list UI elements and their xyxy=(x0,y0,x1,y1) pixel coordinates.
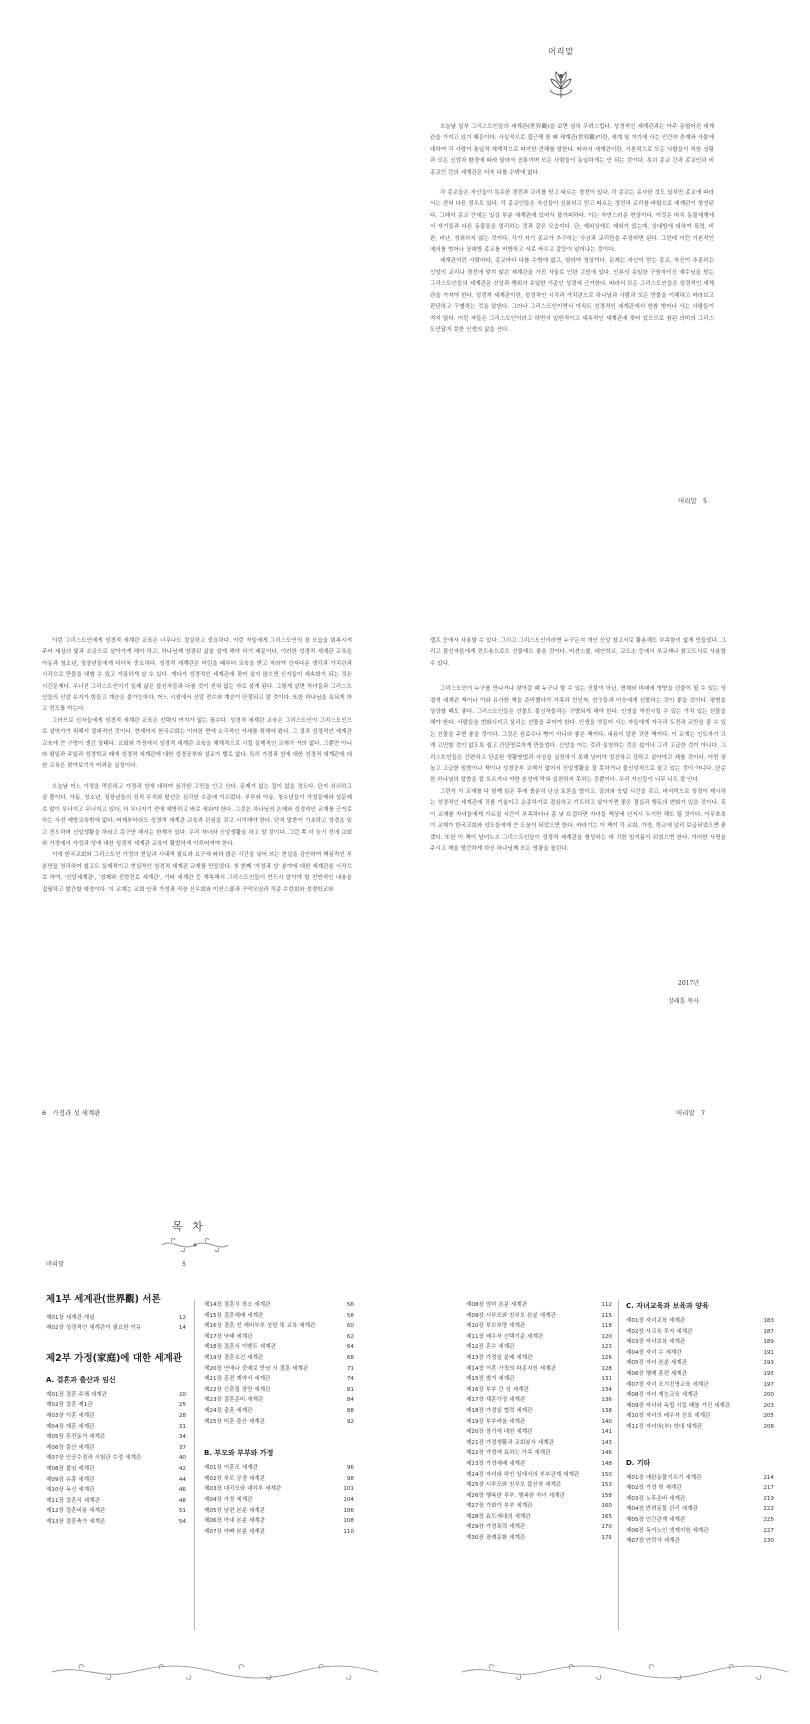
toc-entry-page: 62 xyxy=(346,1333,354,1340)
page-folio xyxy=(42,1108,100,1117)
toc-entry[interactable] xyxy=(466,1321,612,1332)
toc-entry-label: 제13장 결혼축가 세계관 xyxy=(46,1518,106,1525)
toc-entry-page: 34 xyxy=(178,1434,186,1441)
toc-entry[interactable] xyxy=(626,1422,774,1433)
toc-entry[interactable] xyxy=(204,1374,354,1385)
toc-entry-label: 제04장 자녀 수 세계관 xyxy=(626,1349,682,1356)
toc-entry[interactable] xyxy=(466,1501,612,1512)
toc-entry[interactable] xyxy=(46,1400,186,1411)
page-6-body xyxy=(42,636,352,896)
toc-entry-label: 제01장 자녀교육 세계관 xyxy=(626,1318,686,1324)
toc-entry-page: 138 xyxy=(601,1407,612,1414)
toc-column-1 xyxy=(46,1260,186,1528)
toc-entry-label: 제17장 낙태 세계관 xyxy=(204,1333,253,1340)
toc-entry[interactable] xyxy=(204,1506,354,1517)
toc-entry-page: 48 xyxy=(178,1497,186,1504)
toc-entry-label: 제02장 부모 공경 세계관 xyxy=(204,1475,266,1482)
toc-entry-page: 153 xyxy=(601,1482,612,1489)
toc-entry[interactable] xyxy=(46,1453,186,1464)
toc-entry[interactable] xyxy=(204,1484,354,1495)
toc-entry-label: 제02장 결혼 제1관 xyxy=(46,1402,93,1409)
toc-entry-page: 219 xyxy=(763,1495,774,1502)
toc-entry[interactable] xyxy=(46,1323,186,1334)
toc-entry-page: 88 xyxy=(346,1407,354,1414)
vine-border-left-icon xyxy=(50,1662,380,1682)
toc-entry-page: 203 xyxy=(763,1402,774,1409)
toc-entry[interactable] xyxy=(466,1300,612,1311)
toc-entry-page: 51 xyxy=(178,1508,186,1515)
toc-entry-label: 제12장 혼수 세계관 xyxy=(466,1344,515,1351)
toc-entry-label: 제27장 가화가 부부 세계관 xyxy=(466,1503,533,1510)
toc-entry-page: 101 xyxy=(343,1486,354,1493)
body-paragraph: 캠프 등에서 사용할 수 있다. 그리고 그리스도인이라면 누구든지 개인 신앙 참고서로 활용해도 부족함이 없게 만들었다. 그리고 불신자들에게 전도용으로도 선물해도 좋을 것이다. 미션스쿨, 대안학교, 교도소 등에서 부교재나 참고도서로 사용할 수 있다. xyxy=(430,638,726,667)
toc-entry[interactable] xyxy=(466,1332,612,1343)
toc-secD-list xyxy=(626,1473,774,1547)
body-paragraph: 이에 한국교회와 그리스도인 가정의 현실과 시대적 필요와 요구에 따라 많은 시간을 넣어 쓰는 현실을 감안하여 핵심적인 부분만을 정리하여 쉽고도 실제적이고 현실적인 성경적 세계관 교재를 만들었다. 첫 번째 '가정과 성' 분야에 대한 세계관을 시작으로 하여, '신앙세계관', '경제와 진학진로 세계관', 기타 세계관 등 계속해서 그리스도인들이 반드시 알아야 할 전반적인 내용을 집필하고 발간할 예정이다. 이 교재는 교회 안과 가정과 직장 신우회와 미션스쿨과 구역모임과 각종 수련회와 성경학교와 xyxy=(42,852,352,893)
toc-entry-page: 160 xyxy=(601,1503,612,1510)
toc-entry-page: 205 xyxy=(763,1413,774,1420)
toc-entry[interactable] xyxy=(204,1321,354,1332)
toc-entry-page: 64 xyxy=(346,1344,354,1351)
toc-entry[interactable] xyxy=(626,1483,774,1494)
toc-column-4 xyxy=(626,1300,774,1547)
toc-entry[interactable] xyxy=(466,1512,612,1523)
toc-entry-label: 제03장 이혼 세계관 xyxy=(46,1412,95,1419)
toc-entry-label: 제19장 결혼조건 세계관 xyxy=(204,1354,264,1361)
toc-entry-label: 제08장 자녀 재능교육 세계관 xyxy=(626,1392,698,1399)
toc-entry-label: 제01장 이혼모 세계관 xyxy=(204,1465,258,1472)
folio-label: 머리말 xyxy=(676,1109,695,1117)
toc-entry[interactable] xyxy=(466,1311,612,1322)
toc-entry[interactable] xyxy=(466,1459,612,1470)
toc-entry-page: 175 xyxy=(601,1535,612,1542)
toc-entry-label: 제07장 아빠 본분 세계관 xyxy=(204,1528,266,1535)
toc-entry-page: 136 xyxy=(601,1397,612,1404)
toc-secA-continued-list xyxy=(204,1300,354,1427)
toc-entry-page: 170 xyxy=(601,1524,612,1531)
toc-entry[interactable] xyxy=(46,1313,186,1324)
toc-section-heading: A. 결혼과 출산과 임신 xyxy=(46,1375,116,1384)
toc-entry[interactable] xyxy=(204,1364,354,1375)
toc-entry[interactable] xyxy=(46,1517,186,1528)
toc-entry-label: 제10장 자녀의 배우자 선호 세계관 xyxy=(626,1413,711,1420)
toc-column-2 xyxy=(204,1300,354,1537)
toc-entry-label: 제01장 애완동물기르기 세계관 xyxy=(626,1474,702,1481)
toc-entry-label: 제06장 행례 훈련 세계관 xyxy=(626,1370,688,1377)
toc-secC-list xyxy=(626,1316,774,1433)
toc-entry-label: 제04장 재혼 세계관 xyxy=(46,1423,95,1430)
toc-entry[interactable] xyxy=(46,1432,186,1443)
toc-entry[interactable] xyxy=(46,1260,186,1271)
toc-entry[interactable] xyxy=(46,1443,186,1454)
toc-entry-label: 제25장 미혼 출산 세계관 xyxy=(204,1418,266,1425)
toc-entry-page: 120 xyxy=(601,1333,612,1340)
toc-entry-label: 제06장 출산 세계관 xyxy=(46,1444,95,1451)
toc-entry[interactable] xyxy=(204,1395,354,1406)
toc-entry-page: 112 xyxy=(601,1302,612,1308)
body-paragraph: 그런즉 이 교재를 다 함께 읽은 후에 충분히 난상 토론을 벌이고, 질의와 응답 시간을 갖고, 마지막으로 성경이 제시하는 성경적인 세계관에 귀를 기울이고 순종하기로 결심하고 기도하고 살아가면 좋은 결실과 행동의 변화가 있을 것이다. 혹 이 교재를 자녀들에게 가르칠 시간이 부족하다나 좀 낮 뜨겁다면 자녀들 책상에 넌지시 두기만 해도 될 것이다. 아무쪼록 이 교재가 한국교회와 성도들에게 큰 도움이 되었으면 한다. 바라기는 이 책이 각 교회, 가정, 학교에 널리 보급되었으면 좋겠다. 또한 이 책이 남녀노소 그리스도인들이 성경적 세계관을 형성하는 데 귀한 밑거름이 되었으면 한다. 이러한 사명을 주시고 책을 발간하게 하신 하나님께 모든 영광을 돌린다. xyxy=(430,788,726,852)
toc-entry-label: 머리말 xyxy=(46,1261,64,1268)
toc-entry-label: 제11장 결혼식 세계관 xyxy=(46,1497,100,1504)
toc-part-heading: 제2부 가정(家庭)에 대한 세계관 xyxy=(46,1352,182,1364)
toc-entry-label: 제23장 가정예배 세계관 xyxy=(466,1460,526,1467)
toc-entry-label: 제05장 남편 본분 세계관 xyxy=(204,1507,266,1514)
toc-entry-label: 제07장 인공수정과 시험관 수정 세계관 xyxy=(46,1455,142,1462)
toc-entry[interactable] xyxy=(626,1401,774,1412)
toc-entry-label: 제03장 노후준비 세계관 xyxy=(626,1495,686,1502)
toc-entry-page: 131 xyxy=(601,1376,612,1383)
signature-year: 2017년 xyxy=(678,980,700,987)
toc-entry-label: 제09장 유흥 세계관 xyxy=(46,1476,95,1483)
toc-entry[interactable] xyxy=(626,1369,774,1380)
toc-entry-label: 제24장 출혼 세계관 xyxy=(204,1407,253,1414)
toc-entry-label: 제02장 가정 빚 세계관 xyxy=(626,1485,682,1492)
toc-entry-label: 제11장 배우자 선택기준 세계관 xyxy=(466,1333,544,1340)
toc-entry-page: 5 xyxy=(182,1261,186,1268)
toc-entry[interactable] xyxy=(466,1480,612,1491)
signature-author: 장래훈 목사 xyxy=(668,998,699,1005)
toc-entry-page: 214 xyxy=(763,1474,774,1481)
page-7 xyxy=(420,620,810,1180)
toc-entry-page: 148 xyxy=(601,1460,612,1467)
toc-entry[interactable] xyxy=(626,1515,774,1526)
toc-entry-page: 118 xyxy=(601,1323,612,1330)
toc-entry[interactable] xyxy=(46,1485,186,1496)
toc-entry-page: 68 xyxy=(346,1354,354,1361)
toc-entry-label: 제10장 독신 세계관 xyxy=(46,1487,95,1494)
toc-entry[interactable] xyxy=(626,1526,774,1537)
toc-entry-page: 225 xyxy=(763,1516,774,1523)
toc-entry-page: 189 xyxy=(763,1339,774,1346)
toc-entry[interactable] xyxy=(626,1348,774,1359)
toc-entry-page: 37 xyxy=(178,1444,186,1451)
toc-entry-page: 222 xyxy=(763,1506,774,1513)
toc-entry-page: 104 xyxy=(343,1496,354,1503)
toc-entry-page: 146 xyxy=(601,1450,612,1457)
toc-entry[interactable] xyxy=(466,1448,612,1459)
toc-entry-page: 81 xyxy=(346,1386,354,1393)
toc-entry-label: 제20장 장기에 대한 세계관 xyxy=(466,1429,533,1436)
column-divider xyxy=(618,1300,619,1630)
toc-entry-page: 25 xyxy=(178,1402,186,1409)
toc-entry[interactable] xyxy=(46,1464,186,1475)
toc-entry[interactable] xyxy=(466,1342,612,1353)
toc-entry-page: 195 xyxy=(763,1370,774,1377)
toc-entry-page: 197 xyxy=(763,1381,774,1388)
toc-entry[interactable] xyxy=(466,1406,612,1417)
toc-entry[interactable] xyxy=(626,1504,774,1515)
toc-spread xyxy=(0,1200,810,1724)
toc-entry-page: 60 xyxy=(346,1323,354,1330)
toc-entry-page: 193 xyxy=(763,1360,774,1367)
toc-entry-label: 제18장 가정일 협력 세계관 xyxy=(466,1407,533,1414)
toc-entry-label: 제14장 이혼 가정의 파종지원 세계관 xyxy=(466,1365,556,1372)
toc-entry-page: 158 xyxy=(601,1492,612,1499)
toc-entry[interactable] xyxy=(626,1536,774,1547)
toc-entry[interactable] xyxy=(46,1475,186,1486)
toc-entry-page: 46 xyxy=(178,1487,186,1494)
toc-section-heading: C. 자녀교육과 보육과 양육 xyxy=(626,1302,709,1310)
toc-entry-label: 제14장 결혼식 장소 세계관 xyxy=(204,1302,271,1308)
toc-secB-continued-list xyxy=(466,1300,612,1544)
toc-part1-list xyxy=(46,1313,186,1334)
toc-entry[interactable] xyxy=(204,1311,354,1322)
toc-secB-list xyxy=(204,1463,354,1537)
toc-entry-label: 제16장 부부 간 성 세계관 xyxy=(466,1386,529,1393)
toc-entry[interactable] xyxy=(466,1374,612,1385)
toc-entry-label: 제02장 성경적인 세계관이 필요한 이유 xyxy=(46,1325,142,1332)
body-paragraph: 오늘날 어느 가정을 막론하고 가정과 성에 대하여 심각한 고민을 안고 산다. 문제가 없는 집이 없을 정도다. 단지 쉬쉬하고 살 뿐이다. 아동, 청소년, 청장년들의 성적 무지와 탈선은 심각한 수준에 이르렀다. 부부와 아동, 청소년들이 가정문제와 성문제로 많이 무너지고 무너지고 있다. 더 무너지기 전에 예방하고 바로 세워야 한다. 그것은 하나님의 은혜와 성경적인 교재를 근거로 하는 사전 예방교육밖에 없다. 어제부터라도 성경적 세계관 교육과 관심을 갖고 시작해야 한다. 단지 말씀이 기초하고 성경을 읽고 전도하며 신앙생활을 하라고 촉구만 해서는 한계가 있다. 우리 자녀와 신앙생활을 하고 말 것이다. 그런 쪽 더 늦기 전에 교회와 가정에서 가정과 성에 대한 성경적 세계관 교육이 활발하게 이루어져야 한다. xyxy=(42,783,352,847)
toc-entry-label: 제15장 별거 세계관 xyxy=(466,1376,515,1383)
body-paragraph: 그러므로 신자들에게 성경적 세계관 교육은 선택의 여지가 없는 필수다. 성경적 세계관 교육은 그리스도인이 그리스도인으로 살아가기 위해서 절대적인 것이다. 현재까지 한국교회는 이러한 면에 소극적인 자세를 취해야 왔다. 그 결과 성경적인 세계관 교육에 큰 구멍이 생긴 상태다. 교회와 가정에서 성경적 세계관 교육을 체계적으로 시킬 실제적인 교재가 거의 없다. 그뿐만 아니라 평일과 주일과 성경학교 때에 성경적 세계관에 대한 성경공부와 설교가 별로 없다. 특히 가정과 성에 대한 성경적 세계관에 대한 교육은 찾아보기가 어려운 실정이다. xyxy=(42,717,352,770)
preface-body xyxy=(430,122,714,336)
page-7-body xyxy=(430,636,726,855)
folio-number: 6 xyxy=(42,1109,47,1117)
toc-entry[interactable] xyxy=(626,1411,774,1422)
toc-entry-page: 217 xyxy=(763,1485,774,1492)
toc-entry-page: 40 xyxy=(178,1455,186,1462)
toc-entry-label: 제13장 가정일 분배 세계관 xyxy=(466,1354,533,1361)
toc-entry-label: 제09장 자녀와 독립 시킬 때를 가진 세계관 xyxy=(626,1402,731,1409)
toc-entry[interactable] xyxy=(204,1474,354,1485)
toc-entry-page: 106 xyxy=(343,1507,354,1514)
toc-entry[interactable] xyxy=(204,1495,354,1506)
toc-entry-page: 123 xyxy=(601,1344,612,1351)
toc-entry[interactable] xyxy=(626,1337,774,1348)
toc-entry-page: 98 xyxy=(346,1475,354,1482)
body-paragraph: 그리스도인이 누구를 만나거나 찾아갈 때 누구나 할 수 있는 선물이 아닌, 현재와 미래에 영향을 선물이 될 수 있는 성경적 세계관 책이나 이와 유사한 책을 준비했다가 가족과 친인척, 친구들과 이웃에게 선물하는 것이 좋을 것이다. 평범을 상상할 때도 좋다. 그리스도인들은 선물도 불신자들과는 구별되게 해야 한다. 인생을 역전시킬 수 있는 가치 있는 선물을 해야 한다. 사람들을 변화시키고 살리는 선물을 주어야 한다. 인생을 엿들어 사는 자들에게 자극과 도전과 교만을 줄 수 있는 선물을 주면 좋을 것이다. 그것은 음료수나 빵이 아니라 좋은 책이다. 내용이 알찬 귀한 책이다. 이 교재는 인도자가 크게 고민할 것이 없도록 쉽고 간단명료하게 만들었다. 신앙을 아는 것과 실천하는 것은 쉽거나 그리 고급한 것이 아니다. 그리스도인들은 간편하고 단순한 생활방법과 사상을 실천하기 못해 넘어야 정진하고 강하고 살아야고 제를 것이다. 이번 장 높고 고급한 말씀이나 책이나 성경공부 교재가 없어서 신앙생활을 잘 못하거나 불신앙적으로 살고 있는 것이 아니다. 단순한 하나님의 말씀을 잘 모르거나 약한 본성에 막혀 실천하지 못하는 것뿐이다. 우리 자신들이 너무 나도 잘 안다. xyxy=(430,686,726,784)
toc-entry-label: 제07장 자녀 조기진영교육 세계관 xyxy=(626,1381,709,1388)
toc-entry[interactable] xyxy=(626,1316,774,1327)
toc-entry-page: 54 xyxy=(178,1518,186,1525)
toc-entry[interactable] xyxy=(204,1353,354,1364)
toc-entry-label: 제22장 신혼집 장만 세계관 xyxy=(204,1386,271,1393)
toc-entry-page: 28 xyxy=(178,1412,186,1419)
flower-ornament-icon xyxy=(544,67,578,101)
toc-entry-label: 제09장 시부모와 친부모 본분 세계관 xyxy=(466,1312,556,1319)
toc-column-3 xyxy=(466,1300,612,1544)
page-6 xyxy=(0,620,405,1180)
toc-entry-page: 12 xyxy=(178,1314,186,1321)
toc-entry-label: 제01장 세계관 개념 xyxy=(46,1314,95,1321)
toc-entry-page: 150 xyxy=(601,1471,612,1478)
toc-entry-page: 92 xyxy=(346,1418,354,1425)
toc-entry[interactable] xyxy=(626,1358,774,1369)
toc-entry-page: 20 xyxy=(178,1391,186,1398)
toc-entry-label: 제15장 결혼예배 세계관 xyxy=(204,1312,264,1319)
toc-entry-label: 제04장 가정 세계관 xyxy=(204,1496,253,1503)
toc-entry[interactable] xyxy=(466,1385,612,1396)
vine-ornament-icon xyxy=(160,1236,230,1254)
toc-entry-label: 제21장 혼전 계약서 세계관 xyxy=(204,1376,271,1383)
toc-entry-label: 제06장 아내 본분 세계관 xyxy=(204,1518,266,1525)
toc-entry[interactable] xyxy=(204,1516,354,1527)
toc-entry-page: 227 xyxy=(763,1527,774,1534)
toc-entry-page: 31 xyxy=(178,1423,186,1430)
toc-entry-page: 110 xyxy=(343,1528,354,1535)
preface-page xyxy=(420,0,810,560)
toc-entry-page: 140 xyxy=(601,1418,612,1425)
toc-entry-label: 제07장 안락사 세계관 xyxy=(626,1538,680,1545)
toc-entry-page: 183 xyxy=(763,1318,774,1324)
toc-entry[interactable] xyxy=(466,1417,612,1428)
toc-entry-page: 165 xyxy=(601,1513,612,1520)
toc-entry-page: 84 xyxy=(346,1397,354,1404)
toc-entry[interactable] xyxy=(204,1527,354,1538)
toc-entry-label: 제23장 결혼준비 세계관 xyxy=(204,1397,264,1404)
preface-paragraph: 오늘날 일부 그리스도인들의 세계관(世界觀)을 보면 심히 우려스럽다. 성경적인 세계관과는 아주 동떨어진 세계관을 가지고 있기 때문이다. 사실적으로 접근해 볼 때 세계관(世界觀)이란, 세계 및 거기에 사는 인간의 존재와 사물에 대하여 각 사람이 통일적·체계적으로 파악한 견해를 말한다. 따라서 세계관이란, 기본적으로 모든 사람들이 처한 상황과 모든 신앙과 환경에 따라 달라서 공통이며 모든 사람들이 동일하게는 안 되는 것이다. 특히 종교 간과 종교인과 비종교인 간의 세계관은 더욱 다를 수밖에 없다. xyxy=(430,124,714,176)
toc-entry[interactable] xyxy=(466,1427,612,1438)
folio-label: 머리말 xyxy=(678,497,697,505)
toc-entry-label: 제24장 자녀와 하인 일에서의 부부관계 세계관 xyxy=(466,1471,580,1478)
toc-entry-label: 제04장 반려동물 관리 세계관 xyxy=(626,1506,698,1513)
toc-entry[interactable] xyxy=(204,1300,354,1311)
toc-entry-label: 제06장 독거노인 생계지원 세계관 xyxy=(626,1527,709,1534)
toc-entry-label: 제12장 결혼비용 세계관 xyxy=(46,1508,106,1515)
toc-entry-page: 56 xyxy=(346,1302,354,1308)
toc-entry[interactable] xyxy=(626,1473,774,1484)
toc-entry-label: 제22장 가정에 효하는 가족 세계관 xyxy=(466,1450,551,1457)
toc-entry[interactable] xyxy=(626,1327,774,1338)
toc-entry-label: 제05장 혼전동거 세계관 xyxy=(46,1434,106,1441)
preface-paragraph: 세계관이란 사람마다, 종교마다 다를 수밖에 없고, 달라야 정상이다. 문제는 자신이 믿는 종교, 자신이 추종하는 신앙의 교리나 경전에 맞지 않은 세계관을 가진 자들로 인한 고민에 있다. 인류의 유일한 구원자이신 예수님을 믿는 그리스도인들의 세계관은 신앙과 행위의 유일한 기준인 성경에 근거한다. 따라서 모든 그리스도인들은 성경적인 세계관을 가져야 한다. 성경적 세계관이란, 성경적인 시각과 가치관으로 하나님과 사람과 모든 만물을 이해하고 바라보고 판단하고 구별하는 것을 말한다. 그러나 그리스도인이면서 아직도 성경적인 세계관에서 한참 벗어나 사는 사람들이 적지 않다. 이런 자들은 그리스도인이라고 하면서 일반적이고 세속적인 세계관에 젖어 있으므로 참된 의미의 그리스도인답지 못한 인생의 삶을 산다. xyxy=(430,258,714,333)
toc-entry[interactable] xyxy=(46,1422,186,1433)
toc-entry[interactable] xyxy=(626,1390,774,1401)
toc-entry-page: 58 xyxy=(346,1312,354,1319)
toc-secA-list xyxy=(46,1390,186,1528)
toc-entry-page: 108 xyxy=(343,1518,354,1525)
toc-entry[interactable] xyxy=(466,1395,612,1406)
toc-entry-page: 42 xyxy=(178,1465,186,1472)
toc-entry-label: 제28장 효도세대의 세계관 xyxy=(466,1513,531,1520)
page-folio xyxy=(678,496,707,505)
toc-entry[interactable] xyxy=(466,1522,612,1533)
toc-entry-label: 제19장 부부싸움 세계관 xyxy=(466,1418,526,1425)
toc-entry[interactable] xyxy=(46,1390,186,1401)
toc-entry-label: 제10장 부모부양 세계관 xyxy=(466,1323,526,1330)
toc-entry-page: 74 xyxy=(346,1376,354,1383)
toc-entry-label: 제20장 연애나 중매로 만남 시 결혼 세계관 xyxy=(204,1365,309,1372)
toc-entry-label: 제02장 사교육 투자 세계관 xyxy=(626,1328,693,1335)
toc-entry-page: 128 xyxy=(601,1365,612,1372)
toc-entry-label: 제11장 자녀의(부) 학대 세계관 xyxy=(626,1423,703,1430)
toc-entry-page: 126 xyxy=(601,1354,612,1361)
toc-entry-page: 141 xyxy=(601,1429,612,1436)
toc-entry-label: 제08장 불임 세계관 xyxy=(46,1465,95,1472)
toc-entry-page: 191 xyxy=(763,1349,774,1356)
toc-part-heading: 제1부 세계관(世界觀) 서론 xyxy=(46,1293,161,1305)
toc-entry-label: 제18장 결혼식 이벤트 세계관 xyxy=(204,1344,276,1351)
toc-title: 목 차 xyxy=(172,1220,206,1233)
folio-number: 7 xyxy=(701,1109,706,1117)
preface-paragraph: 각 종교들은 자신들이 특유한 경전과 교리를 믿고 따르는 경전이 있다. 각 종교는 유사한 것도 있지만 종교에 따라서는 전혀 다른 경우도 있다. 각 종교인들은 자신들이 신봉하고 믿고 따르는 경전과 교리를 바탕으로 세계관이 형성된다. 그래서 종교 간에는 일상 부분 세계관에 있어서 불가피하다. 이는 자연스러운 현상이다. 이것은 마치 동물세계에서 자기들과 다른 동물들을 멀리하는 것과 같은 모습이다. 단, 예외상에도 예외가 있는데, 상대방에 대하여 폭력, 비판, 비난, 정죄하지 않는 것이다. 각기 자기 종교가 추구하는 사상과 교리만을 주장하면 된다. 그런데 이런 기본적인 예의를 벗어나 상대방 종교를 비방하고 서로 싸우고 갈등이 일어나는 것이다. xyxy=(430,190,714,254)
toc-entry-page: 115 xyxy=(601,1312,612,1319)
toc-entry-page: 14 xyxy=(178,1325,186,1332)
toc-entry-label: 제08장 엄마 본분 세계관 xyxy=(466,1302,528,1308)
toc-entry[interactable] xyxy=(204,1332,354,1343)
page-folio xyxy=(676,1108,705,1117)
toc-entry-page: 143 xyxy=(601,1439,612,1446)
toc-entry-label: 제03장 대리모와 대리부 세계관 xyxy=(204,1486,282,1493)
toc-entry[interactable] xyxy=(466,1470,612,1481)
toc-entry-page: 208 xyxy=(763,1423,774,1430)
toc-entry[interactable] xyxy=(204,1463,354,1474)
folio-label: 가정과 성 세계관 xyxy=(52,1109,101,1117)
toc-entry-page: 230 xyxy=(763,1538,774,1545)
toc-entry[interactable] xyxy=(466,1364,612,1375)
toc-entry[interactable] xyxy=(626,1380,774,1391)
toc-entry-page: 96 xyxy=(346,1465,354,1472)
toc-entry[interactable] xyxy=(46,1506,186,1517)
toc-entry[interactable] xyxy=(46,1411,186,1422)
toc-entry[interactable] xyxy=(466,1438,612,1449)
toc-entry-label: 제05장 자녀 본분 세계관 xyxy=(626,1360,688,1367)
preface-title: 머리말 xyxy=(548,47,575,56)
toc-entry-label: 제29장 가정폭력 세계관 xyxy=(466,1524,526,1531)
toc-entry-label: 제26장 행복한 부부, 행복한 자녀 세계관 xyxy=(466,1492,565,1499)
toc-entry-label: 제03장 자녀보육 세계관 xyxy=(626,1339,686,1346)
toc-section-heading: B. 부모와 부부와 가정 xyxy=(204,1449,274,1458)
column-divider xyxy=(194,1300,195,1630)
toc-entry-label: 제16장 결혼 전 예비부부 상담 및 교육 세계관 xyxy=(204,1323,316,1330)
toc-entry-label: 제17장 재혼가정 세계관 xyxy=(466,1397,526,1404)
toc-entry-page: 134 xyxy=(601,1386,612,1393)
body-paragraph: 이런 그리스도인에게 성경적 세계관 교육은 너무나도 절실하고 중요하다. 이런 자들에게 그리스도인의 참 모습을 회복시켜주어 세상의 빛과 소금으로 살아가게 해야 하고, 하나님께 영광된 삶을 살게 해야 하기 때문이다. 이러한 성경적 세계관 교육은 아동과 청소년, 청장년들에게 더더욱 중요하다. 성경적 세계관은 어린을 때부터 교육을 받고 자라야 신자다운 생각과 가치관과 시각으로 만물을 대할 수 있고 거룩하게 살 수 있다. 게다가 성경적인 세계관에 젖어 살지 않으면 신자들이 세속화가 되는 것은 시간문제다. 무너진 그리스도인이기 실제 삶은 불신자들과 다를 것이 전혀 없는 자로 살게 된다. 그렇게 살면 자녀들과 그리스도인들의 신앙 유지가 힘들고 계승은 불가능하다. 어느 시점에서 신앙 전수와 계승이 단절되고 말 것이다. 또한 하나님을 욕되게 하고 전도를 막는다. xyxy=(42,638,352,713)
toc-entry-page: 200 xyxy=(763,1392,774,1399)
toc-entry[interactable] xyxy=(204,1417,354,1428)
folio-number: 5 xyxy=(703,497,708,505)
toc-entry-page: 44 xyxy=(178,1476,186,1483)
toc-entry[interactable] xyxy=(466,1491,612,1502)
toc-entry-label: 제21장 가정생활과 교회봉사 세계관 xyxy=(466,1439,555,1446)
toc-entry-page: 71 xyxy=(346,1365,354,1372)
toc-entry[interactable] xyxy=(626,1494,774,1505)
toc-entry[interactable] xyxy=(466,1533,612,1544)
toc-entry[interactable] xyxy=(204,1385,354,1396)
toc-entry-label: 제30장 장례문화 세계관 xyxy=(466,1535,526,1542)
toc-entry-label: 제01장 결혼 주체 세계관 xyxy=(46,1391,108,1398)
vine-border-right-icon xyxy=(460,1662,790,1682)
toc-entry[interactable] xyxy=(466,1353,612,1364)
toc-entry[interactable] xyxy=(204,1342,354,1353)
toc-entry-label: 제05장 인간관계 세계관 xyxy=(626,1516,686,1523)
toc-entry-page: 187 xyxy=(763,1328,774,1335)
toc-entry[interactable] xyxy=(46,1496,186,1507)
toc-entry[interactable] xyxy=(204,1406,354,1417)
toc-section-heading: D. 기타 xyxy=(626,1458,651,1467)
toc-entry-label: 제25장 시부모와 친부모 불신자 세계관 xyxy=(466,1482,562,1489)
